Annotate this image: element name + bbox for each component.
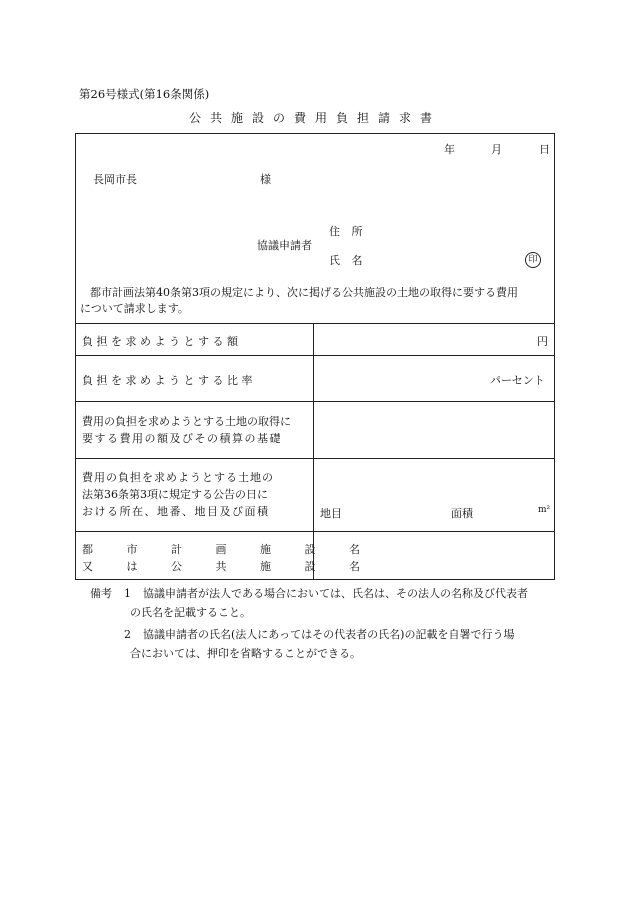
row-divider-1 [75, 323, 555, 324]
remark-1-number: 1 [124, 587, 131, 600]
ratio-unit: パーセント [490, 374, 545, 387]
area-label: 面積 [451, 507, 473, 520]
date-month: 月 [491, 143, 502, 156]
amount-unit: 円 [537, 335, 548, 348]
addressee-name: 長岡市長 [93, 173, 137, 186]
date-year: 年 [444, 143, 455, 156]
remarks-label: 備考 [90, 587, 112, 600]
location-label-line3: おける所在、地番、地目及び面積 [82, 505, 270, 518]
remark-2-line1: 協議申請者の氏名(法人にあってはその代表者の氏名)の記載を自署で行う場 [143, 628, 515, 641]
remark-1-line2: の氏名を記載すること。 [130, 606, 251, 619]
remark-2-line2: 合においては、押印を省略することができる。 [130, 647, 361, 660]
land-category-label: 地目 [320, 507, 342, 520]
request-text-line2: について請求します。 [80, 302, 189, 315]
form-number: 第26号様式(第16条関係) [79, 87, 210, 101]
remark-1-line1: 協議申請者が法人である場合においては、氏名は、その法人の名称及び代表者 [143, 587, 528, 600]
facility-label-line2: 又 は 公 共 施 設 名 [82, 560, 375, 573]
date-day: 日 [539, 143, 550, 156]
row-divider-5 [75, 531, 555, 532]
addressee-honorific: 様 [260, 173, 271, 186]
seal-mark: 印 [525, 252, 541, 268]
address-label: 住 所 [329, 225, 367, 238]
location-label-line1: 費用の負担を求めようとする土地の [82, 471, 274, 484]
row-divider-2 [75, 355, 555, 356]
document-title: 公共施設の費用負担請求書 [188, 111, 441, 125]
request-text-line1: 都市計画法第40条第3項の規定により、次に掲げる公共施設の土地の取得に要する費用 [90, 286, 518, 299]
amount-label: 負 担 を 求 め よ う と す る 額 [82, 335, 238, 348]
basis-label-line1: 費用の負担を求めようとする土地の取得に [82, 415, 291, 428]
ratio-label: 負 担 を 求 め よ う と す る 比 率 [82, 374, 253, 387]
row-divider-4 [75, 458, 555, 459]
applicant-label: 協議申請者 [257, 239, 312, 252]
area-unit: m² [538, 505, 551, 515]
location-label-line2: 法第36条第3項に規定する公告の日に [82, 488, 268, 501]
facility-label-line1: 都 市 計 画 施 設 名 [82, 543, 375, 556]
basis-label-line2: 要する費用の額及びその積算の基礎 [82, 432, 282, 445]
remark-2-number: 2 [124, 628, 131, 641]
name-label: 氏 名 [329, 254, 367, 267]
row-divider-3 [75, 401, 555, 402]
